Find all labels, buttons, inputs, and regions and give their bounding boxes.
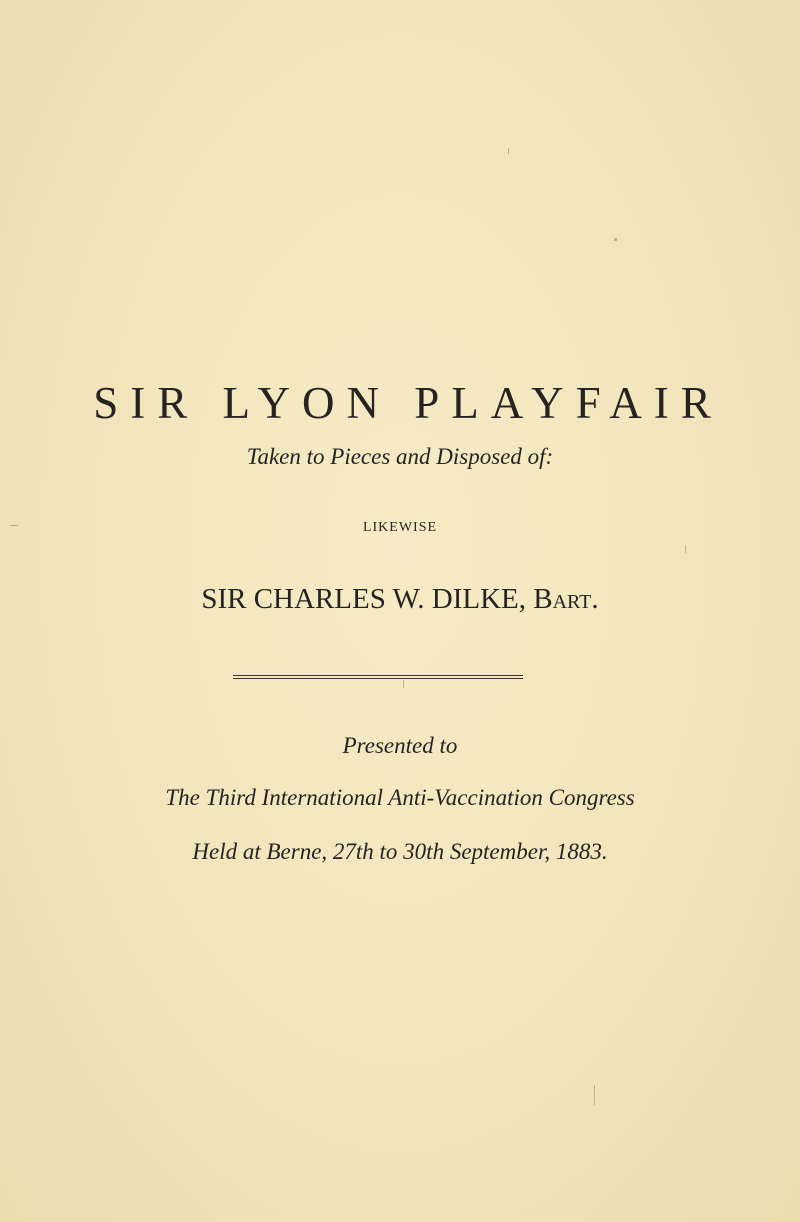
- congress-name: The Third International Anti-Vaccination Congress: [165, 785, 635, 810]
- presented-to: Presented to: [342, 733, 458, 758]
- paper-speck: [508, 148, 509, 154]
- paper-speck: [614, 238, 617, 241]
- held-date-line: Held at Berne, 27th to 30th September, 1883.: [192, 839, 608, 864]
- paper-speck: [685, 545, 686, 553]
- paper-speck: [10, 525, 18, 526]
- second-name: [0, 582, 800, 616]
- subtitle: Taken to Pieces and Disposed of:: [246, 444, 554, 469]
- main-title: SIR LYON PLAYFAIR: [93, 378, 723, 428]
- paper-speck: [594, 1085, 595, 1105]
- divider-rule: [233, 675, 523, 679]
- paper-speck: [403, 680, 404, 688]
- second-name-main: SIR CHARLES W. DILKE,: [201, 583, 534, 615]
- likewise-label: LIKEWISE: [362, 520, 438, 535]
- second-name-suffix: Bart.: [533, 583, 599, 615]
